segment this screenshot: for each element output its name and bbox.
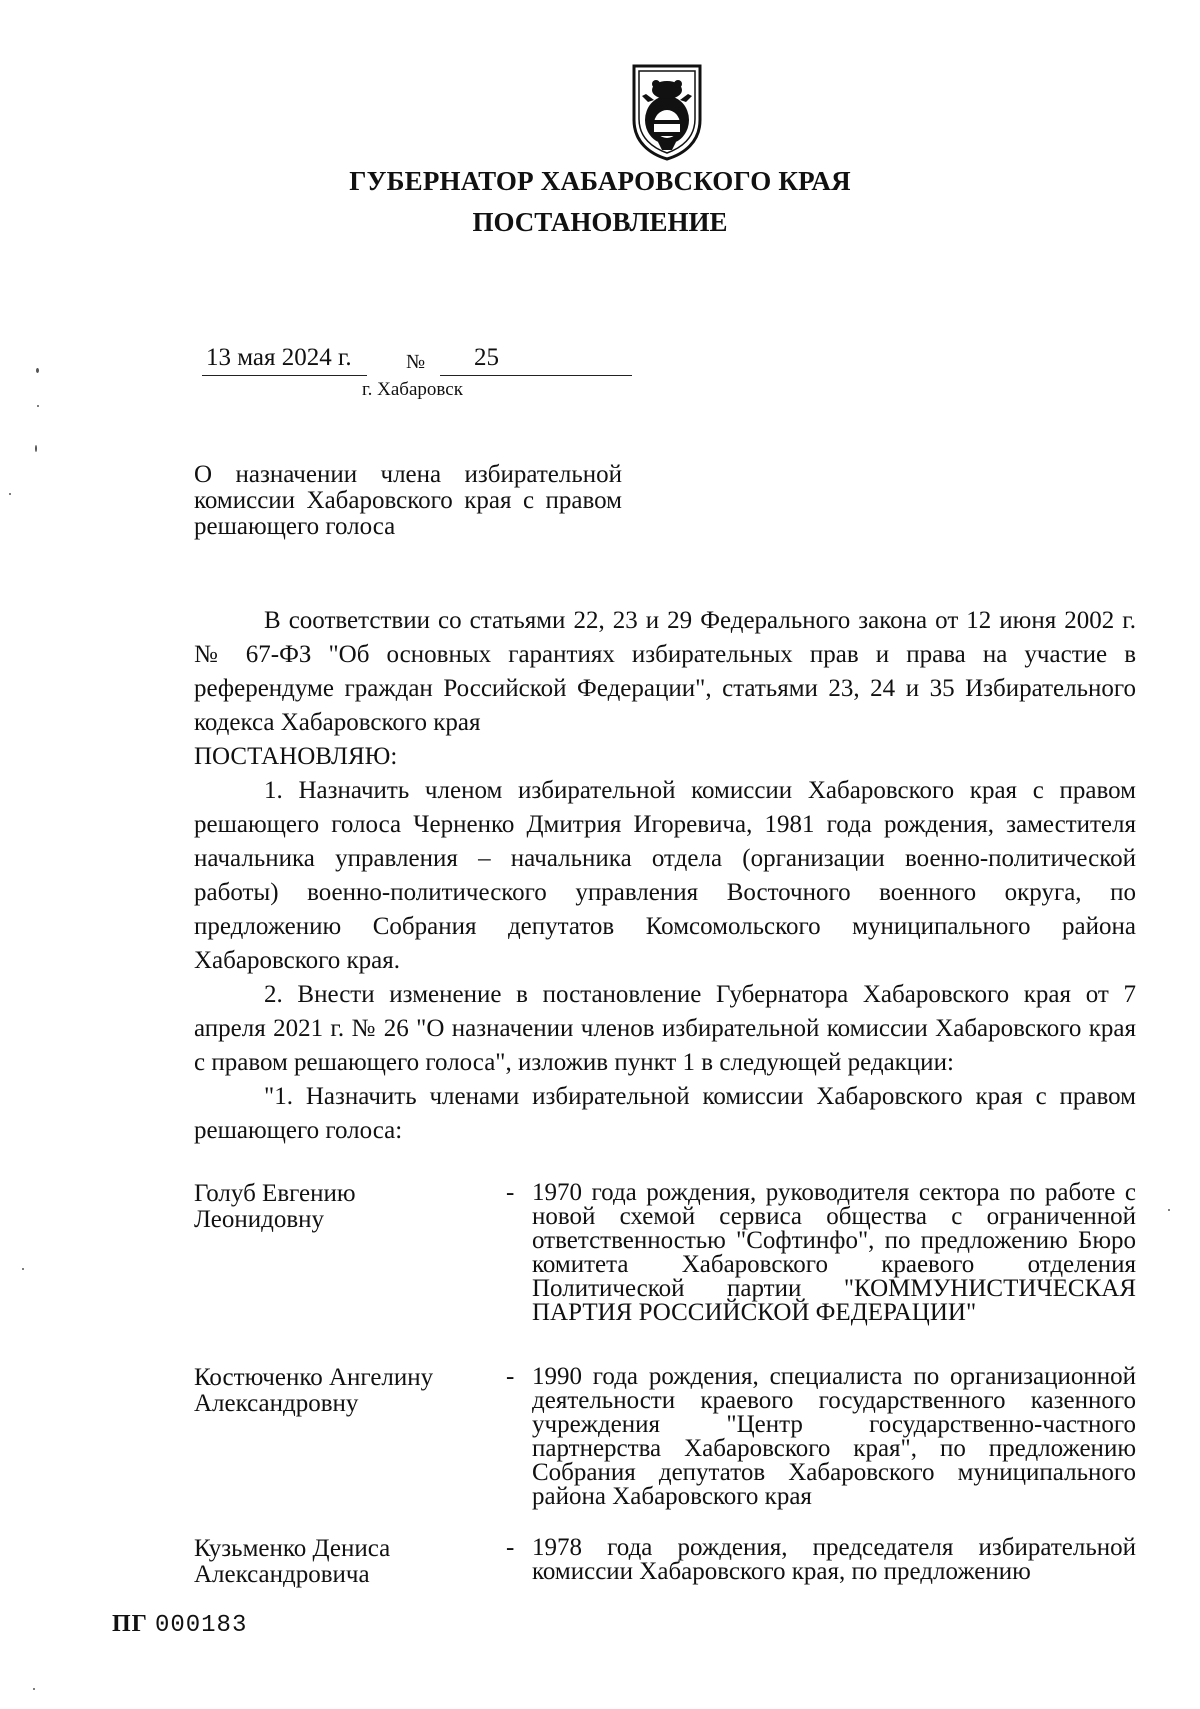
number-underline — [440, 375, 632, 376]
form-serial-number — [112, 1611, 247, 1639]
member-name — [194, 1536, 494, 1588]
document-date: 13 мая 2024 г. — [206, 344, 352, 371]
preamble-paragraph: В соответствии со статьями 22, 23 и 29 Федерального закона от 12 июня 2002 г. № 67-ФЗ "Об основных гарантиях избирательных прав и права на участие в референдуме граждан Российской Федерации", статьями 23, 24 и 35 Избирательного кодекса Хабаровского края — [194, 607, 1136, 736]
member-name-line: Кузьменко Дениса — [194, 1535, 391, 1562]
number-sign: № — [406, 351, 426, 373]
member-name-line: Костюченко Ангелину — [194, 1364, 434, 1391]
decree-word: ПОСТАНОВЛЯЮ: — [194, 743, 398, 770]
khabarovsk-coat-of-arms-icon — [628, 62, 706, 162]
paragraph-2: 2. Внести изменение в постановление Губернатора Хабаровского края от 7 апреля 2021 г. № 26 "О назначении членов избирательной комиссии Хабаровского края с правом решающего голоса", изложив пункт 1 в следующей редакции: — [194, 981, 1136, 1076]
member-description: 1990 года рождения, специалиста по организационной деятельности краевого государственного казенного учреждения "Центр государственно-частного партнерства Хабаровского края", по предложению Собрания депутатов Хабаровского муниципального района Хабаровского края — [532, 1363, 1136, 1510]
document-subject: О назначении члена избирательной комиссии Хабаровского края с правом решающего голоса — [194, 461, 622, 540]
scan-speck — [37, 405, 39, 407]
member-name-line: Александровну — [194, 1390, 359, 1417]
member-description: 1970 года рождения, руководителя сектора по работе с новой схемой сервиса общества с ограниченной ответственностью "Софтинфо", по предложению Бюро комитета Хабаровского краевого отделения Политической партии "КОММУНИСТИЧЕСКАЯ ПАРТИЯ РОССИЙСКОЙ ФЕДЕРАЦИИ" — [532, 1179, 1136, 1326]
paragraph-1: 1. Назначить членом избирательной комиссии Хабаровского края с правом решающего голоса Черненко Дмитрия Игоревича, 1981 года рождения, заместителя начальника управления – начальника отдела (организации военно-политической работы) военно-политического управления Восточного военного округа, по предложению Собрания депутатов Комсомольского муниципального района Хабаровского края. — [194, 777, 1136, 974]
scan-speck — [33, 1688, 35, 1690]
entry-dash: - — [506, 1534, 515, 1561]
issuing-authority: ГУБЕРНАТОР ХАБАРОВСКОГО КРАЯ — [349, 166, 851, 196]
issue-city: г. Хабаровск — [362, 379, 463, 400]
member-description: 1978 года рождения, председателя избирательной комиссии Хабаровского края, по предложению — [532, 1534, 1136, 1585]
document-body — [194, 604, 1136, 1148]
paragraph-3: "1. Назначить членами избирательной комиссии Хабаровского края с правом решающего голоса: — [194, 1083, 1136, 1144]
entry-dash: - — [506, 1179, 515, 1206]
scan-speck — [35, 445, 37, 452]
scan-speck — [1168, 1209, 1170, 1211]
document-number: 25 — [474, 344, 499, 371]
member-name-line: Голуб Евгению — [194, 1180, 356, 1207]
member-name — [194, 1365, 494, 1417]
document-type: ПОСТАНОВЛЕНИЕ — [472, 207, 728, 237]
serial-prefix: ПГ — [112, 1611, 148, 1637]
member-name-line: Александровича — [194, 1561, 370, 1588]
member-name — [194, 1181, 494, 1233]
coat-of-arms-emblem — [628, 62, 706, 162]
date-underline — [202, 375, 367, 376]
member-name-line: Леонидовну — [194, 1206, 325, 1233]
scan-speck — [9, 493, 11, 495]
scan-speck — [36, 368, 39, 373]
serial-number: 000183 — [154, 1612, 248, 1639]
entry-dash: - — [506, 1363, 515, 1390]
scan-speck — [22, 1268, 24, 1270]
